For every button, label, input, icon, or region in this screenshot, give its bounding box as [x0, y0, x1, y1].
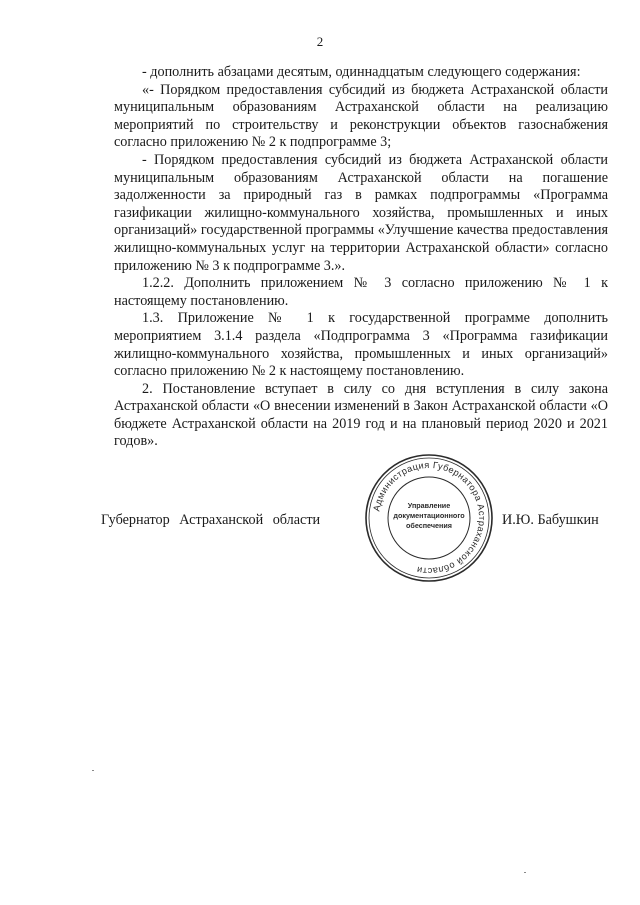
scan-speck	[524, 872, 526, 873]
official-seal-stamp	[363, 452, 495, 584]
paragraph-5: 1.3. Приложение № 1 к государственной программе дополнить мероприятием 3.1.4 раздела «Подпрограмма 3 «Программа газификации жилищно-коммунального хозяйства, промышленных и иных организаций» согласно приложению № 2 к настоящему постановлению.	[114, 310, 608, 380]
signatory-title: Губернатор Астраханской области	[101, 512, 321, 528]
paragraph-4: 1.2.2. Дополнить приложением № 3 согласно приложению № 1 к настоящему постановлению.	[114, 275, 608, 309]
signatory-name: И.Ю. Бабушкин	[502, 512, 599, 528]
paragraph-3: - Порядком предоставления субсидий из бюджета Астраханской области муниципальным образованиям Астраханской области на погашение задолженности за природный газ в рамках подпрограммы «Программа газификации жилищно-коммунального хозяйства, промышленных и иных организаций» государственной программы «Улучшение качества предоставления жилищно-коммунальных услуг на территории Астраханской области» согласно приложению № 3 к подпрограмме 3.».	[114, 151, 608, 274]
paragraph-1: - дополнить абзацами десятым, одиннадцатым следующего содержания:	[142, 64, 581, 80]
scan-speck	[92, 770, 94, 771]
seal-center-line-1: Управление	[407, 501, 451, 510]
paragraph-6: 2. Постановление вступает в силу со дня вступления в силу закона Астраханской области «О внесении изменений в Закон Астраханской области «О бюджете Астраханской области на 2019 год и на плановый период 2020 и 2021 годов».	[114, 380, 608, 450]
document-body	[114, 64, 608, 451]
seal-center-line-3: обеспечения	[405, 521, 453, 530]
seal-ring-text: Администрация Губернатора Астраханской области	[371, 459, 488, 577]
seal-graphic	[363, 452, 495, 584]
paragraph-2: «- Порядком предоставления субсидий из бюджета Астраханской области муниципальным образованиям Астраханской области на реализацию мероприятий по строительству и реконструкции объектов газоснабжения согласно приложению № 2 к подпрограмме 3;	[114, 81, 608, 151]
page-number: 2	[316, 34, 324, 49]
seal-center-line-2: документационного	[393, 511, 465, 520]
signature-block	[0, 512, 640, 532]
